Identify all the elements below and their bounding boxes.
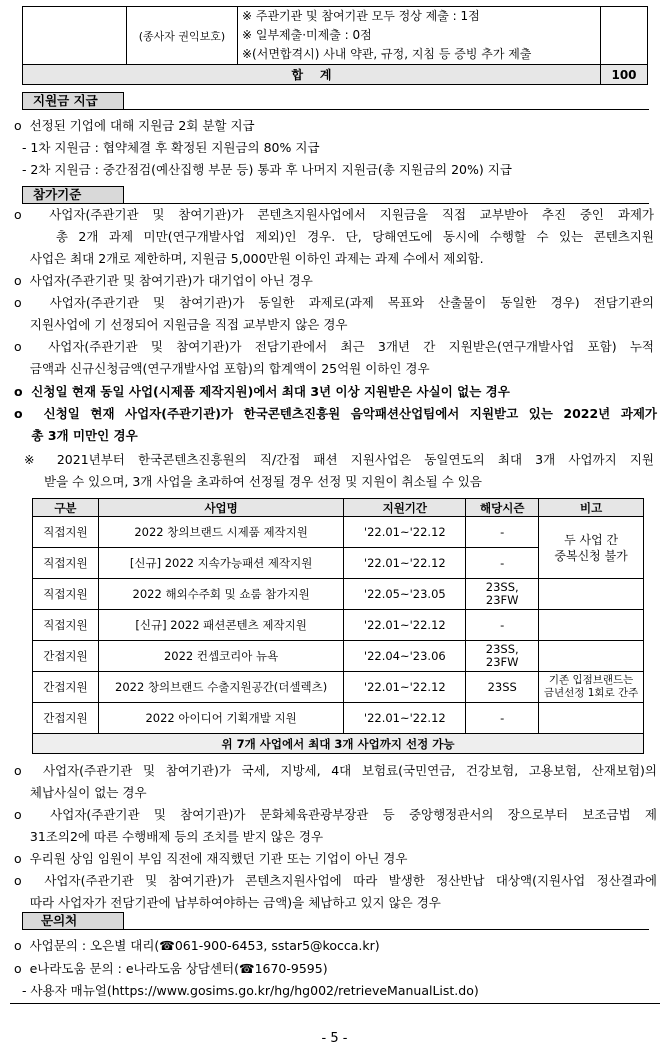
name-cell: [신규] 2022 지속가능패션 제작지원 (98, 548, 343, 579)
type-cell: 간접지원 (33, 672, 99, 703)
text-line: o 사업자(주관기관 및 참여기관)가 문화체육관광부장관 등 중앙행정관서의 장으로부터 보조금법 제 (14, 807, 657, 822)
type-cell: 직접지원 (33, 517, 99, 548)
season-cell: 23SS, 23FW (466, 579, 539, 610)
type-cell: 직접지원 (33, 610, 99, 641)
name-cell: 2022 컨셉코리아 뉴욕 (98, 641, 343, 672)
section-title: 참가기준 (22, 186, 124, 203)
text-line: o 사업자(주관기관 및 참여기관)가 전담기관에서 최근 3개년 간 지원받은(연구개발사업 포함) 누적 (14, 339, 654, 354)
table-row (33, 517, 644, 548)
program-table (32, 498, 644, 754)
note-cell (539, 610, 644, 641)
note-line: 받을 수 있으며, 3개 사업을 초과하여 선정될 경우 선정 및 지원이 취소될 수 있음 (44, 474, 482, 489)
text-line: o 사업자(주관기관 및 참여기관)가 국세, 지방세, 4대 보험료(국민연금, 건강보험, 고용보험, 산재보험)의 (14, 763, 657, 778)
name-cell: [신규] 2022 패션콘텐츠 제작지원 (98, 610, 343, 641)
table-row (23, 7, 648, 65)
table-row (33, 703, 644, 734)
name-cell: 2022 창의브랜드 시제품 제작지원 (98, 517, 343, 548)
text-line: - 2차 지원금 : 중간점검(예산집행 부문 등) 통과 후 나머지 지원금(총 지원금의 20%) 지급 (14, 162, 512, 177)
season-cell: - (466, 610, 539, 641)
season-cell: 23SS, 23FW (466, 641, 539, 672)
text-line: - 1차 지원금 : 협약체결 후 확정된 지원금의 80% 지급 (14, 140, 320, 155)
text-line: 총 2개 과제 미만(연구개발사업 제외)인 경우. 단, 당해연도에 동시에 수행할 수 있는 콘텐츠지원 (14, 229, 654, 244)
bold-text-line: o 신청일 현재 동일 사업(시제품 제작지원)에서 최대 3년 이상 지원받은 사실이 없는 경우 (14, 384, 510, 399)
table-footer: 위 7개 사업에서 최대 3개 사업까지 선정 가능 (33, 734, 644, 754)
table-cell (601, 7, 648, 65)
bold-text-line: 총 3개 미만인 경우 (14, 428, 138, 443)
text-line: 31조의2에 따른 수행배제 등의 조치를 받지 않은 경우 (14, 829, 324, 844)
criteria-line: ※(서면합격시) 사내 약관, 규정, 지침 등 증빙 추가 제출 (242, 47, 532, 61)
note-cell: 두 사업 간 중복신청 불가 (539, 517, 644, 579)
period-cell: '22.04~'23.06 (344, 641, 466, 672)
period-cell: '22.01~'22.12 (344, 517, 466, 548)
contact-line: o e나라도움 문의 : e나라도움 상담센터(☎1670-9595) (14, 961, 328, 976)
period-cell: '22.01~'22.12 (344, 548, 466, 579)
note-cell (539, 641, 644, 672)
bold-text-line: o 신청일 현재 사업자(주관기관)가 한국콘텐츠진흥원 음악패션산업팀에서 지원받고 있는 2022년 과제가 (14, 406, 657, 421)
text-line: o 사업자(주관기관 및 참여기관)가 콘텐츠지원사업에서 지원금을 직접 교부받아 추진 중인 과제가 (14, 207, 654, 222)
season-cell: 23SS (466, 672, 539, 703)
text-line: o 선정된 기업에 대해 지원금 2회 분할 지급 (14, 118, 255, 133)
text-line: o 사업자(주관기관 및 참여기관)가 대기업이 아닌 경우 (14, 273, 313, 288)
total-label: 합 계 (23, 65, 601, 85)
table-row (33, 579, 644, 610)
column-header: 지원기간 (344, 499, 466, 517)
season-cell: - (466, 703, 539, 734)
type-cell: 간접지원 (33, 703, 99, 734)
section-title: 문의처 (22, 912, 124, 929)
bottom-divider (10, 1003, 660, 1004)
name-cell: 2022 아이디어 기획개발 지원 (98, 703, 343, 734)
period-cell: '22.01~'22.12 (344, 672, 466, 703)
text-line: 지원사업에 기 선정되어 지원금을 직접 교부받지 않은 경우 (14, 317, 348, 332)
contact-section-header (22, 912, 649, 930)
period-cell: '22.05~'23.05 (344, 579, 466, 610)
text-line: 사업은 최대 2개로 제한하며, 지원금 5,000만원 이하인 과제는 과제 수에서 제외함. (14, 251, 484, 266)
period-cell: '22.01~'22.12 (344, 703, 466, 734)
text-line: o 사업자(주관기관 및 참여기관)가 동일한 과제로(과제 목표와 산출물이 동일한 경우) 전담기관의 (14, 295, 654, 310)
type-cell: 간접지원 (33, 641, 99, 672)
note-cell (539, 579, 644, 610)
table-footer-row (33, 734, 644, 754)
note-cell: 기존 입점브랜드는 금년선정 1회로 간주 (539, 672, 644, 703)
manual-link[interactable]: - 사용자 매뉴얼(https://www.gosims.go.kr/hg/hg002/retrieveManualList.do) (14, 983, 479, 998)
contact-line: o 사업문의 : 오은별 대리(☎061-900-6453, sstar5@kocca.kr) (14, 938, 380, 953)
table-row (33, 610, 644, 641)
text-line: 금액과 신규신청금액(연구개발사업 포함)의 합계액이 25억원 이하인 경우 (14, 361, 430, 376)
evaluation-table (22, 6, 648, 85)
text-line: 체납사실이 없는 경우 (14, 785, 147, 800)
period-cell: '22.01~'22.12 (344, 610, 466, 641)
column-header: 비고 (539, 499, 644, 517)
type-cell: 직접지원 (33, 548, 99, 579)
text-line: o 우리원 상임 임원이 부임 직전에 재직했던 기관 또는 기업이 아닌 경우 (14, 851, 408, 866)
season-cell: - (466, 517, 539, 548)
page-number: - 5 - (321, 1031, 348, 1046)
note-cell (539, 703, 644, 734)
table-cell (23, 7, 127, 65)
total-value: 100 (601, 65, 648, 85)
criteria-line: ※ 일부제출·미제출 : 0점 (242, 28, 372, 42)
section-title: 지원금 지급 (22, 92, 124, 109)
note-line: ※ 2021년부터 한국콘텐츠진흥원의 직/간접 패션 지원사업은 동일연도의 최대 3개 사업까지 지원 (24, 452, 654, 467)
eligibility-section-header (22, 186, 649, 204)
category-cell: (종사자 권익보호) (127, 7, 238, 65)
table-row (33, 641, 644, 672)
season-cell: - (466, 548, 539, 579)
total-row (23, 65, 648, 85)
criteria-line: ※ 주관기관 및 참여기관 모두 정상 제출 : 1점 (242, 9, 480, 23)
type-cell: 직접지원 (33, 579, 99, 610)
name-cell: 2022 창의브랜드 수출지원공간(더셀렉츠) (98, 672, 343, 703)
text-line: o 사업자(주관기관 및 참여기관)가 콘텐츠지원사업에 따라 발생한 정산반납 대상액(지원사업 정산결과에 (14, 873, 657, 888)
column-header: 구분 (33, 499, 99, 517)
table-row (33, 672, 644, 703)
column-header: 사업명 (98, 499, 343, 517)
name-cell: 2022 해외수주회 및 쇼룸 참가지원 (98, 579, 343, 610)
text-line: 따라 사업자가 전담기관에 납부하여야하는 금액)을 체납하고 있지 않은 경우 (14, 895, 441, 910)
grant-section-header (22, 92, 649, 110)
column-header: 해당시즌 (466, 499, 539, 517)
table-header-row (33, 499, 644, 517)
criteria-cell (238, 7, 601, 65)
